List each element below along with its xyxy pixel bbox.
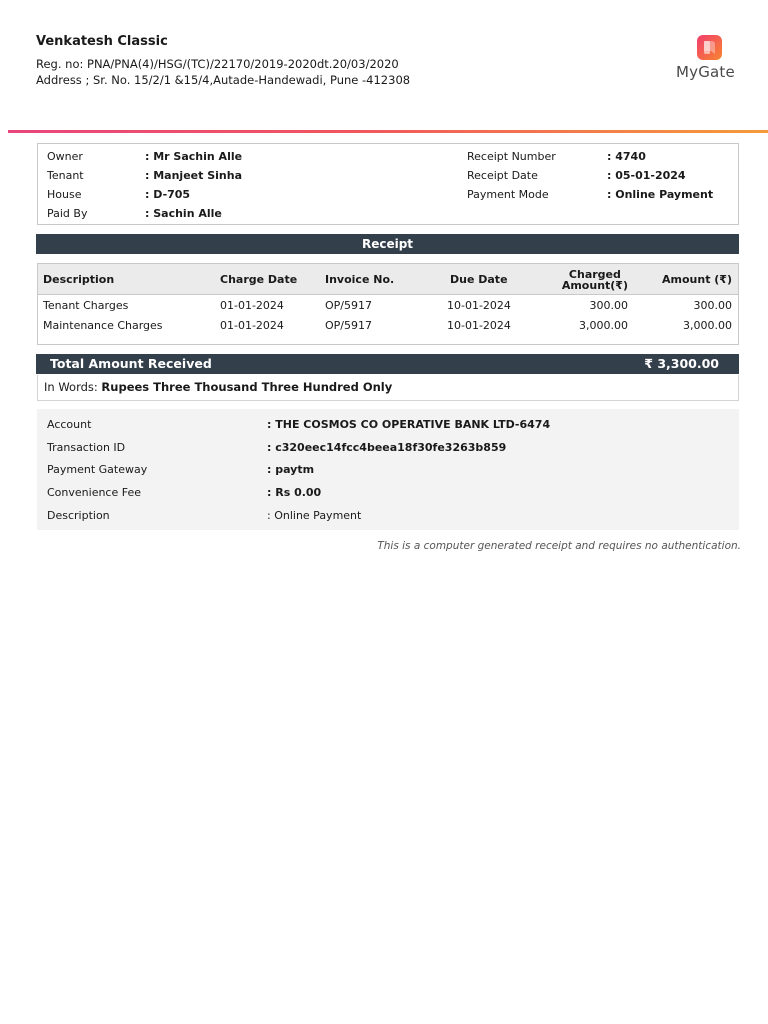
receipt-number-value: : 4740 [607,150,646,163]
owner-value: : Mr Sachin Alle [145,150,243,163]
receipt-number-label: Receipt Number [467,150,556,163]
receipt-title-bar: Receipt [36,234,739,254]
in-words-value: Rupees Three Thousand Three Hundred Only [101,380,393,394]
payment-description-label: Description [47,509,110,522]
house-value: : D-705 [145,188,191,201]
registration-number: Reg. no: PNA/PNA(4)/HSG/(TC)/22170/2019-2020dt.20/03/2020 [36,57,399,71]
paid-by-row [47,206,387,222]
row-charged-amount: 3,000.00 [579,319,628,332]
gateway-label: Payment Gateway [47,463,148,476]
receipt-number-row [467,149,737,165]
row-invoice-no: OP/5917 [325,299,372,312]
transaction-value: : c320eec14fcc4beea18f30fe3263b859 [267,441,507,454]
payment-mode-row [467,187,737,203]
account-label: Account [47,418,92,431]
payment-details [37,409,739,530]
mygate-logo [676,34,748,82]
transaction-label: Transaction ID [47,441,126,454]
row-description: Maintenance Charges [43,319,163,332]
gateway-row [47,463,315,476]
gateway-value: : paytm [267,463,315,476]
payment-description-value: : Online Payment [267,509,362,522]
account-value: : THE COSMOS CO OPERATIVE BANK LTD-6474 [267,418,551,431]
account-row [47,418,551,431]
in-words-label: In Words: [44,380,98,394]
owner-label: Owner [47,150,83,163]
receipt-date-value: : 05-01-2024 [607,169,686,182]
society-address: Address ; Sr. No. 15/2/1 &15/4,Autade-Handewadi, Pune -412308 [36,73,411,87]
amount-in-words [37,375,739,401]
row-invoice-no: OP/5917 [325,319,372,332]
society-name: Venkatesh Classic [36,34,168,49]
total-amount-label: Total Amount Received [50,356,212,371]
col-amount: Amount (₹) [662,273,732,286]
paid-by-value: : Sachin Alle [145,207,222,220]
col-charged-amount [562,269,628,291]
house-row [47,187,387,203]
row-description: Tenant Charges [43,299,129,312]
row-amount: 300.00 [693,299,732,312]
convenience-fee-value: : Rs 0.00 [267,486,322,499]
owner-row [47,149,387,165]
col-charged-amount-line2: Amount(₹) [561,279,628,292]
tenant-value: : Manjeet Sinha [145,169,242,182]
mygate-logo-icon [697,35,722,60]
row-charge-date: 01-01-2024 [220,319,284,332]
total-amount-bar [36,354,739,374]
house-label: House [47,188,82,201]
row-amount: 3,000.00 [683,319,732,332]
col-due-date: Due Date [450,273,508,286]
receipt-date-label: Receipt Date [467,169,538,182]
tenant-label: Tenant [47,169,84,182]
paid-by-label: Paid By [47,207,88,220]
header-divider [8,130,768,133]
convenience-fee-row [47,486,322,499]
payment-mode-label: Payment Mode [467,188,549,201]
payment-description-row [47,509,362,522]
tenant-row [47,168,387,184]
receipt-details [37,143,739,225]
mygate-logo-text: MyGate [676,63,735,81]
transaction-row [47,441,507,454]
receipt-date-row [467,168,737,184]
payment-mode-value: : Online Payment [607,188,714,201]
charges-table [37,263,739,345]
col-charged-amount-line1: Charged [568,268,621,281]
col-description: Description [43,273,115,286]
convenience-fee-label: Convenience Fee [47,486,141,499]
row-due-date: 10-01-2024 [447,299,511,312]
row-due-date: 10-01-2024 [447,319,511,332]
col-charge-date: Charge Date [220,273,298,286]
charges-table-header [38,264,738,295]
row-charged-amount: 300.00 [589,299,628,312]
col-invoice-no: Invoice No. [325,273,395,286]
row-charge-date: 01-01-2024 [220,299,284,312]
footer-note: This is a computer generated receipt and requires no authentication. [377,540,741,552]
total-amount-value: ₹ 3,300.00 [644,356,719,371]
receipt-header [0,0,768,130]
